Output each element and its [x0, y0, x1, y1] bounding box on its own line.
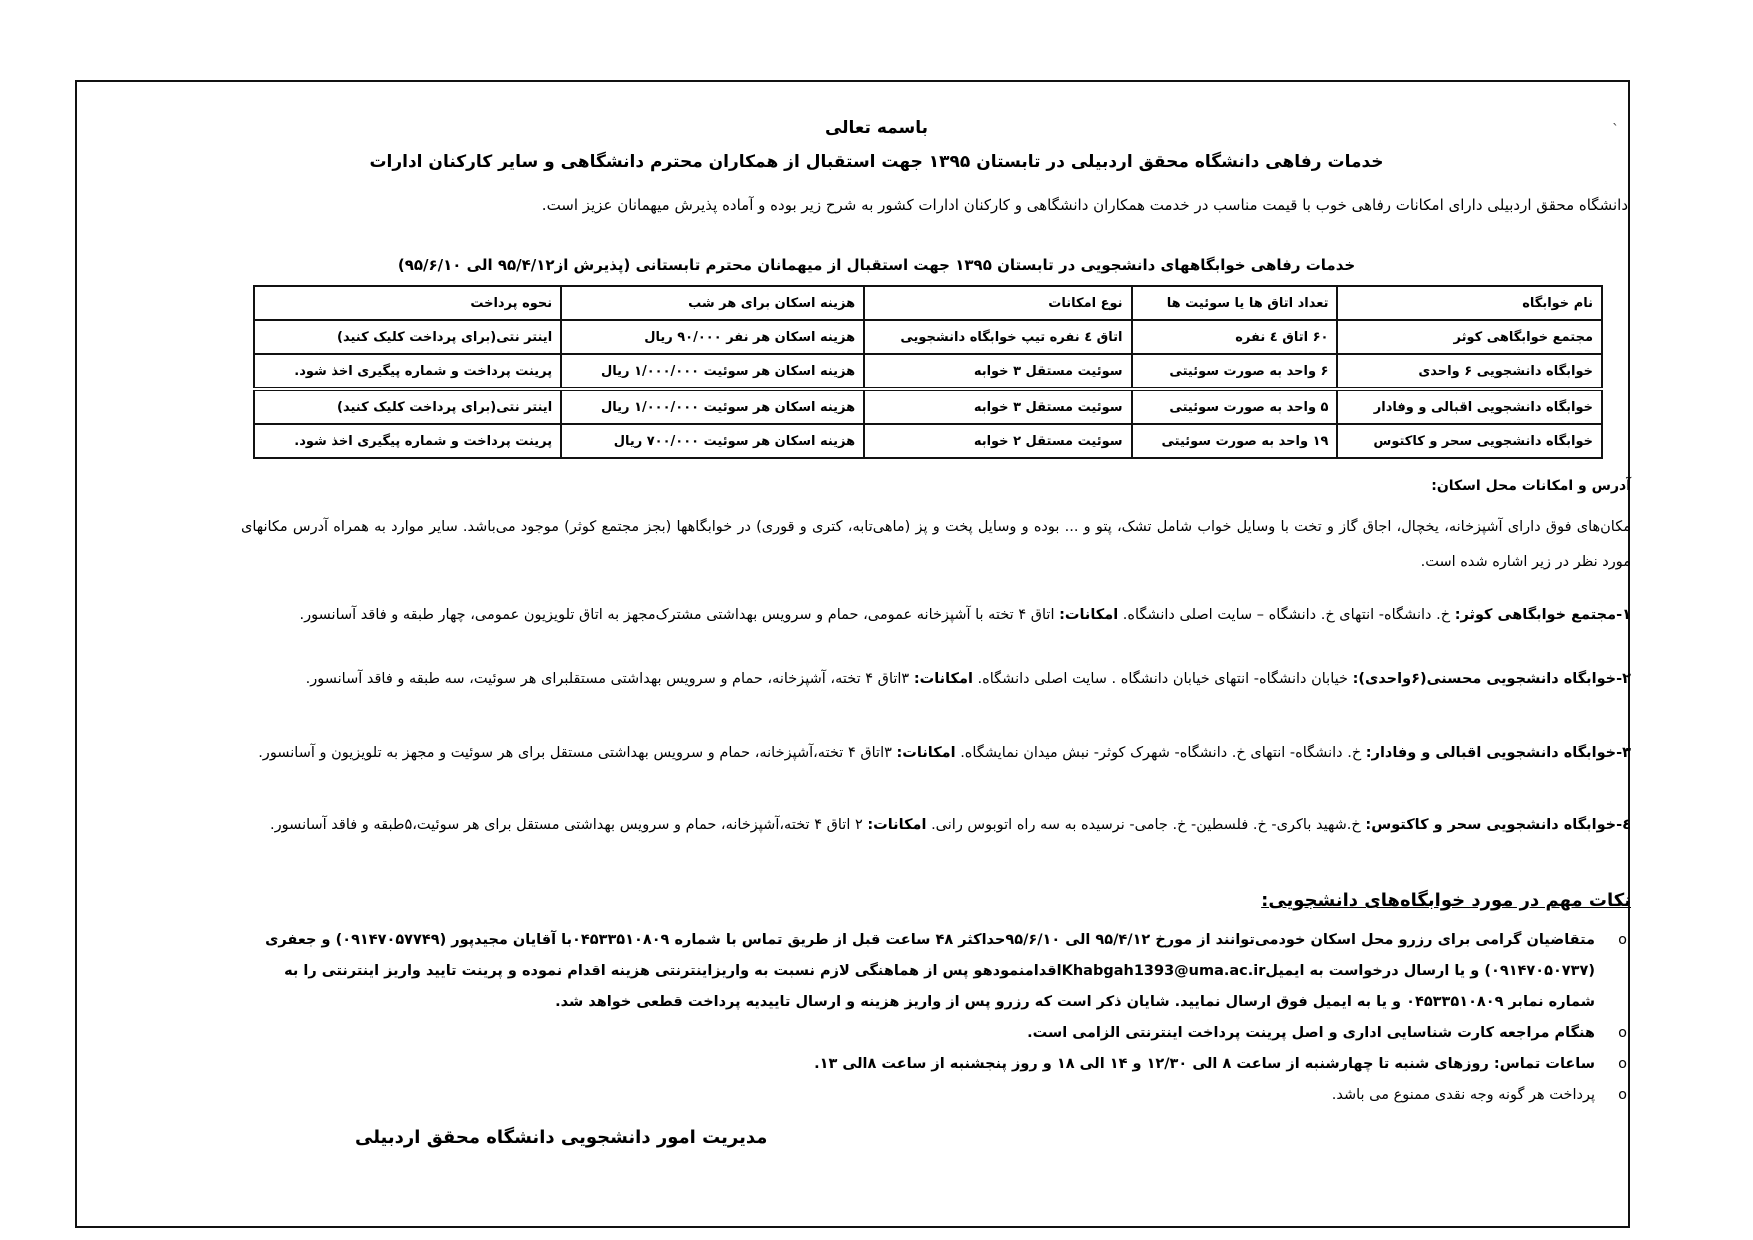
address-item-location: خ. دانشگاه- انتهای خ. دانشگاه – سایت اصلی دانشگاه. [1122, 607, 1451, 623]
payment-note: پرینت پرداخت و شماره پیگیری اخذ شود. [254, 354, 561, 389]
page-title: باسمه تعالی [824, 118, 929, 138]
address-item-mohseni [241, 662, 1631, 697]
dorm-name: خوابگاه دانشجویی سحر و کاکتوس [1337, 424, 1602, 458]
table-row [254, 424, 1602, 458]
signature: مدیریت امور دانشجویی دانشگاه محقق اردبیلی [355, 1127, 768, 1148]
table-row [254, 320, 1602, 354]
dormitory-table [253, 285, 1603, 459]
note-text: متقاضیان گرامی برای رزرو محل اسکان خودمی‌توانند از مورخ ۹۵/۴/۱۲ الی ۹۵/۶/۱۰حداکثر ۴۸ ساعت قبل از طریق تماس با شماره ۰۴۵۳۳۵۱۰۸۰۹با آقایان مجیدپور (۰۹۱۴۷۰۵۷۷۴۹) و جعفری (۰۹۱۴۷۰۵۰۷۳۷) و یا ارسال درخواست به ایمیلKhabgah1393@uma.ac.irاقدامنمودهو پس از هماهنگی لازم نسبت به واریزاینترنتی هزینه اقدام نموده و پرینت تایید واریز اینترنتی را به شماره نمابر ۰۴۵۳۳۵۱۰۸۰۹ و یا به ایمیل فوق ارسال نمایید. شایان ذکر است که رزرو پس از واریز هزینه و ارسال تاییدیه پرداخت قطعی خواهد شد. [265, 932, 1595, 1010]
payment-link[interactable]: اینتر نتی(برای پرداخت کلیک کنید) [254, 320, 561, 354]
address-item-label: امکانات: [1059, 607, 1119, 623]
table-row [254, 389, 1602, 424]
facility-type: سوئیت مستقل ۳ خوابه [864, 354, 1131, 389]
address-item-location: خ.شهید باکری- خ. فلسطین- خ. جامی- نرسیده به سه راه اتوبوس رانی. [931, 817, 1361, 833]
address-item-name: ۳-خوابگاه دانشجویی اقبالی و وفادار: [1365, 745, 1631, 761]
table-row [254, 354, 1602, 389]
column-header: نحوه پرداخت [254, 286, 561, 320]
address-item-name: ۲-خوابگاه دانشجویی محسنی(۶واحدی): [1352, 671, 1631, 687]
address-item-facilities: اتاق ۴ تخته با آشپزخانه عمومی، حمام و سرویس بهداشتی مشترک‌مجهز به اتاق تلویزیون عمومی، چهار طبقه و فاقد آسانسور. [299, 607, 1055, 623]
scan-mark: ˎ [1612, 110, 1619, 126]
facility-type: سوئیت مستقل ۲ خوابه [864, 424, 1131, 458]
note-text: پرداخت هر گونه وجه نقدی ممنوع می باشد. [1331, 1087, 1595, 1103]
address-item-eghbali [241, 736, 1631, 771]
address-item-facilities: ۳اتاق ۴ تخته،آشپزخانه، حمام و سرویس بهداشتی مستقل برای هر سوئیت و مجهز به تلویزیون و آسانسور. [258, 745, 892, 761]
address-item-sahar [241, 808, 1631, 843]
dorm-name: خوابگاه دانشجویی ۶ واحدی [1337, 354, 1602, 389]
payment-link[interactable]: اینتر نتی(برای پرداخت کلیک کنید) [254, 389, 561, 424]
bullet-icon: o [1618, 1056, 1627, 1072]
column-header: نام خوابگاه [1337, 286, 1602, 320]
address-item-facilities: ۲ اتاق ۴ تخته،آشپزخانه، حمام و سرویس بهداشتی مستقل برای هر سوئیت،۵طبقه و فاقد آسانسور. [270, 817, 863, 833]
address-item-name: ۱-مجتمع خوابگاهی کوثر: [1454, 607, 1631, 623]
list-item [241, 1049, 1631, 1080]
room-count: ۱۹ واحد به صورت سوئیتی [1132, 424, 1338, 458]
address-section-title: آدرس و امکانات محل اسکان: [1431, 478, 1631, 494]
nightly-cost: هزینه اسکان هر سوئیت ۷۰۰/۰۰۰ ریال [561, 424, 864, 458]
note-text: هنگام مراجعه کارت شناسایی اداری و اصل پرینت پرداخت اینترنتی الزامی است. [1027, 1025, 1595, 1041]
address-item-label: امکانات: [913, 671, 973, 687]
address-general-paragraph: مکان‌های فوق دارای آشپزخانه، یخچال، اجاق گاز و تخت با وسایل خواب شامل تشک، پتو و ... بوده و وسایل پخت و پز (ماهی‌تابه، کتری و قوری) در خوابگاهها (بجز مجتمع کوثر) موجود می‌باشد. سایر موارد به همراه آدرس مکانهای مورد نظر در زیر اشاره شده است. [241, 519, 1631, 570]
intro-paragraph: دانشگاه محقق اردبیلی دارای امکانات رفاهی خوب با قیمت مناسب در خدمت همکاران دانشگاهی و کارکنان ادارات کشور به شرح زیر بوده و آماده پذیرش میهمانان عزیز است. [541, 196, 1628, 214]
dorm-name: مجتمع خوابگاهی کوثر [1337, 320, 1602, 354]
column-header: هزینه اسکان برای هر شب [561, 286, 864, 320]
room-count: ۵ واحد به صورت سوئیتی [1132, 389, 1338, 424]
list-item [241, 1018, 1631, 1049]
table-header-row [254, 286, 1602, 320]
bullet-icon: o [1618, 1087, 1627, 1103]
notes-list [241, 925, 1631, 1111]
nightly-cost: هزینه اسکان هر نفر ۹۰/۰۰۰ ریال [561, 320, 864, 354]
address-item-kowsar [241, 598, 1631, 633]
nightly-cost: هزینه اسکان هر سوئیت ۱/۰۰۰/۰۰۰ ریال [561, 354, 864, 389]
column-header: تعداد اتاق ها یا سوئیت ها [1132, 286, 1338, 320]
facility-type: سوئیت مستقل ۳ خوابه [864, 389, 1131, 424]
page-subtitle: خدمات رفاهی دانشگاه محقق اردبیلی در تابستان ۱۳۹۵ جهت استقبال از همکاران محترم دانشگاهی و سایر کارکنان ادارات [369, 152, 1384, 172]
nightly-cost: هزینه اسکان هر سوئیت ۱/۰۰۰/۰۰۰ ریال [561, 389, 864, 424]
payment-note: پرینت پرداخت و شماره پیگیری اخذ شود. [254, 424, 561, 458]
bullet-icon: o [1618, 932, 1627, 948]
address-item-location: خیابان دانشگاه- انتهای خیابان دانشگاه . سایت اصلی دانشگاه. [977, 671, 1348, 687]
room-count: ۶۰ اتاق ٤ نفره [1132, 320, 1338, 354]
address-item-name: ٤-خوابگاه دانشجویی سحر و کاکتوس: [1365, 817, 1631, 833]
address-item-label: امکانات: [896, 745, 956, 761]
list-item [241, 925, 1631, 1018]
bullet-icon: o [1618, 1025, 1627, 1041]
facility-type: اتاق ٤ نفره تیپ خوابگاه دانشجویی [864, 320, 1131, 354]
list-item [241, 1080, 1631, 1111]
room-count: ۶ واحد به صورت سوئیتی [1132, 354, 1338, 389]
address-item-label: امکانات: [867, 817, 927, 833]
address-item-location: خ. دانشگاه- انتهای خ. دانشگاه- شهرک کوثر- نبش میدان نمایشگاه. [960, 745, 1362, 761]
column-header: نوع امکانات [864, 286, 1131, 320]
dorm-name: خوابگاه دانشجویی اقبالی و وفادار [1337, 389, 1602, 424]
table-caption: خدمات رفاهی خوابگاههای دانشجویی در تابستان ۱۳۹۵ جهت استقبال از میهمانان محترم تابستانی (پذیرش از۹۵/۴/۱۲ الی ۹۵/۶/۱۰) [397, 256, 1356, 274]
address-item-facilities: ۳اتاق ۴ تخته، آشپزخانه، حمام و سرویس بهداشتی مستقلبرای هر سوئیت، سه طبقه و فاقد آسانسور. [305, 671, 910, 687]
notes-title: نکات مهم در مورد خوابگاه‌های دانشجویی: [1261, 890, 1631, 911]
note-text: ساعات تماس: روزهای شنبه تا چهارشنبه از ساعت ۸ الی ۱۲/۳۰ و ۱۴ الی ۱۸ و روز پنجشنبه از ساعت ۸الی ۱۳. [814, 1056, 1595, 1072]
